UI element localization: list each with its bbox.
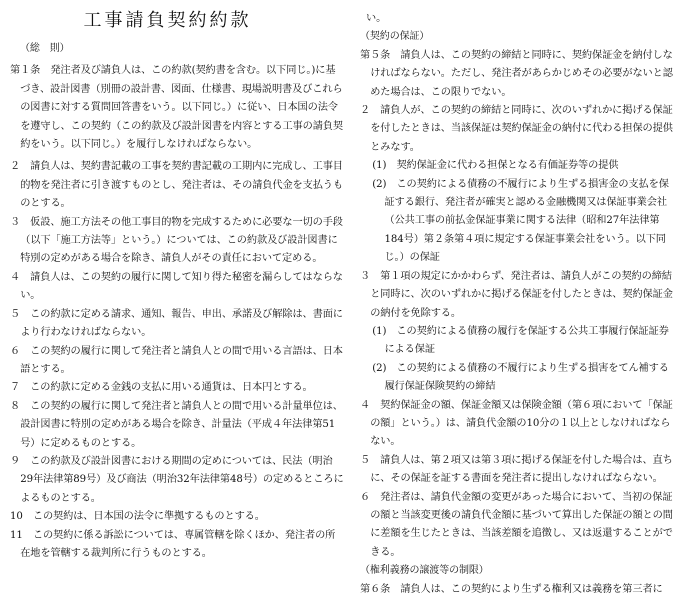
article-1-item-2: ２ 請負人は、契約書記載の工事を契約書記載の工期内に完成し、工事目的物を発注者に引き渡すものとし、発注者は、その請負代金を支払うものとする。 (10, 161, 343, 210)
article-1-item-8: ８ この契約の履行に関して発注者と請負人との間で用いる計量単位は、設計図書に特別の定めがある場合を除き、計量法（平成４年法律第51号）に定めるものとする。 (10, 400, 343, 449)
article-5-item-2: ２ 請負人が、この契約の締結と同時に、次のいずれかに掲げる保証を付したときは、当該保証は契約保証金の納付に代わる担保の提供とみなす。 (360, 105, 673, 153)
article-1-paragraph: 第１条 発注者及び請負人は、この約款(契約書を含む。以下同じ。)に基づき、設計図書（別冊の設計書、図面、仕様書、現場説明書及びこれらの図書に対する質問回答書をいう。以下同じ。）に従い、日本国の法令を遵守し、この契約（この約款及び設計図書を内容とする工事の請負契約をいう。以下同じ。）を履行しなければならない。 (10, 65, 343, 151)
section-heading-assignment-restriction: （権利義務の譲渡等の制限） (360, 565, 489, 577)
document-title: 工事請負契約約款 (83, 10, 252, 31)
article-5-item-3: ３ 第１項の規定にかかわらず、発注者は、請負人がこの契約の締結と同時に、次のいずれかに掲げる保証を付したときは、契約保証金の納付を免除する。 (360, 270, 673, 319)
article-5-item-2-sub-2: (2) この契約による債務の不履行により生ずる損害金の支払を保証する銀行、発注者が確実と認める金融機関又は保証事業会社（公共工事の前払金保証事業に関する法律（昭和27年法律第184号）第２条第４項に規定する保証事業会社をいう。以下同じ。）の保証 (372, 178, 669, 264)
article-1-item-4: ４ 請負人は、この契約の履行に関して知り得た秘密を漏らしてはならない。 (10, 271, 343, 302)
section-heading-general: （総 則） (20, 43, 70, 54)
article-1-item-11: 11 この契約に係る訴訟については、専属管轄を除くほか、発注者の所在地を管轄する裁判所に行うものとする。 (10, 529, 336, 559)
article-1-item-7: ７ この約款に定める金銭の支払に用いる通貨は、日本円とする。 (10, 382, 313, 394)
article-1-item-5: ５ この約款に定める請求、通知、報告、申出、承諾及び解除は、書面により行わなければならない。 (10, 308, 343, 339)
continued-text: い。 (366, 13, 387, 24)
article-5-item-4: ４ 契約保証金の額、保証金額又は保険金額（第６項において「保証の額」という。）は、請負代金額の10分の１以上としなければならない。 (360, 399, 673, 448)
article-1-item-10: 10 この契約は、日本国の法令に準拠するものとする。 (10, 511, 265, 523)
article-5-item-5: ５ 請負人は、第２項又は第３項に掲げる保証を付した場合は、直ちに、その保証を証する書面を発注者に提出しなければならない。 (360, 454, 673, 485)
article-5-item-3-sub-1: (1) この契約による債務の履行を保証する公共工事履行保証証券による保証 (372, 325, 669, 356)
right-column (360, 10, 678, 599)
article-5-item-2-sub-1: (1) 契約保証金に代わる担保となる有価証券等の提供 (372, 160, 619, 172)
article-5-item-6: ６ 発注者は、請負代金額の変更があった場合において、当初の保証の額と当該変更後の請負代金額に基づいて算出した保証の額との間に差額を生じたときは、当該差額を追徴し、又は返還することができる。 (360, 491, 673, 558)
article-1-item-6: ６ この契約の履行に関して発注者と請負人との間で用いる言語は、日本語とする。 (10, 345, 343, 375)
left-column (10, 40, 345, 563)
article-1-item-3: ３ 仮設、施工方法その他工事目的物を完成するために必要な一切の手段（以下「施工方法等」という。）については、この約款及び設計図書に特別の定めがある場合を除き、請負人がその責任において定める。 (10, 216, 343, 265)
article-1-item-9: ９ この約款及び設計図書における期間の定めについては、民法（明治29年法律第89号）及び商法（明治32年法律第48号）の定めるところによるものとする。 (10, 455, 344, 504)
article-6-paragraph: 第６条 請負人は、この契約により生ずる権利又は義務を第三者に (360, 583, 663, 595)
article-5-item-3-sub-2: (2) この契約による債務の不履行により生ずる損害をてん補する履行保証保険契約の締結 (372, 362, 669, 393)
section-heading-contract-guarantee: （契約の保証） (360, 31, 430, 43)
article-5-paragraph: 第５条 請負人は、この契約の締結と同時に、契約保証金を納付しなければならない。ただし、発注者があらかじめその必要がないと認めた場合は、この限りでない。 (360, 49, 673, 98)
